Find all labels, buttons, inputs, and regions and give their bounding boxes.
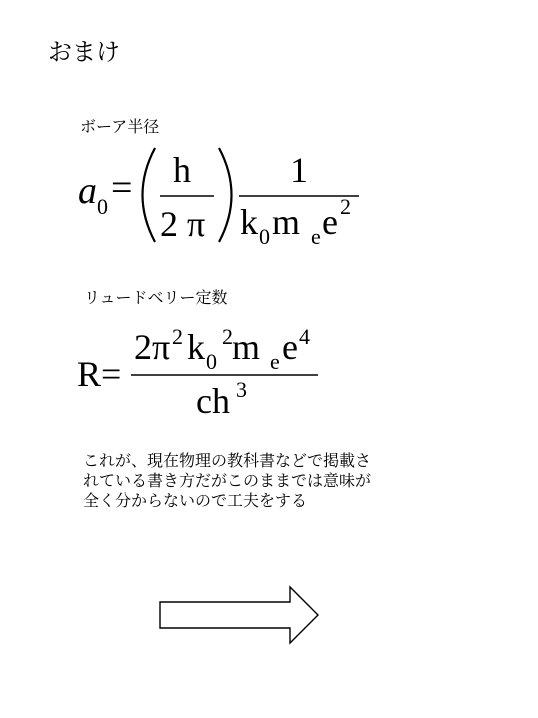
paren-numerator: h bbox=[173, 150, 191, 190]
num-two-pi: 2π bbox=[134, 327, 171, 367]
den-m: m bbox=[272, 202, 301, 242]
paragraph-line: れている書き方だがこのままでは意味が bbox=[83, 471, 372, 490]
main-numerator: 1 bbox=[290, 150, 308, 190]
num-pi-sup: 2 bbox=[172, 324, 183, 349]
num-k-sup: 2 bbox=[222, 324, 233, 349]
bohr-lhs-sub: 0 bbox=[97, 194, 108, 219]
bohr-radius-heading: ボーア半径 bbox=[80, 117, 160, 136]
rydberg-equals: = bbox=[101, 354, 122, 394]
den-k-sub: 0 bbox=[259, 224, 270, 249]
den-k: k bbox=[240, 202, 258, 242]
den-ch: ch bbox=[196, 381, 230, 421]
den-e-sup: 2 bbox=[340, 194, 351, 219]
den-e: e bbox=[322, 202, 338, 242]
bohr-lhs-a: a bbox=[78, 170, 97, 212]
rydberg-lhs: R bbox=[77, 354, 102, 394]
paragraph-line: 全く分からないので工夫をする bbox=[83, 491, 308, 510]
den-sup: 3 bbox=[236, 377, 247, 402]
num-e-sup: 4 bbox=[299, 324, 310, 349]
num-m-sub: e bbox=[270, 349, 280, 374]
den-m-sub: e bbox=[311, 224, 321, 249]
num-k-sub: 0 bbox=[206, 349, 217, 374]
num-k: k bbox=[187, 327, 205, 367]
num-m: m bbox=[232, 327, 261, 367]
paragraph-line: これが、現在物理の教科書などで掲載さ bbox=[83, 451, 372, 470]
rydberg-constant-heading: リュードベリー定数 bbox=[84, 288, 228, 307]
page-title: おまけ bbox=[48, 38, 120, 66]
num-e: e bbox=[282, 327, 298, 367]
bohr-equals: = bbox=[111, 167, 133, 209]
paren-denominator: 2 π bbox=[160, 204, 206, 244]
